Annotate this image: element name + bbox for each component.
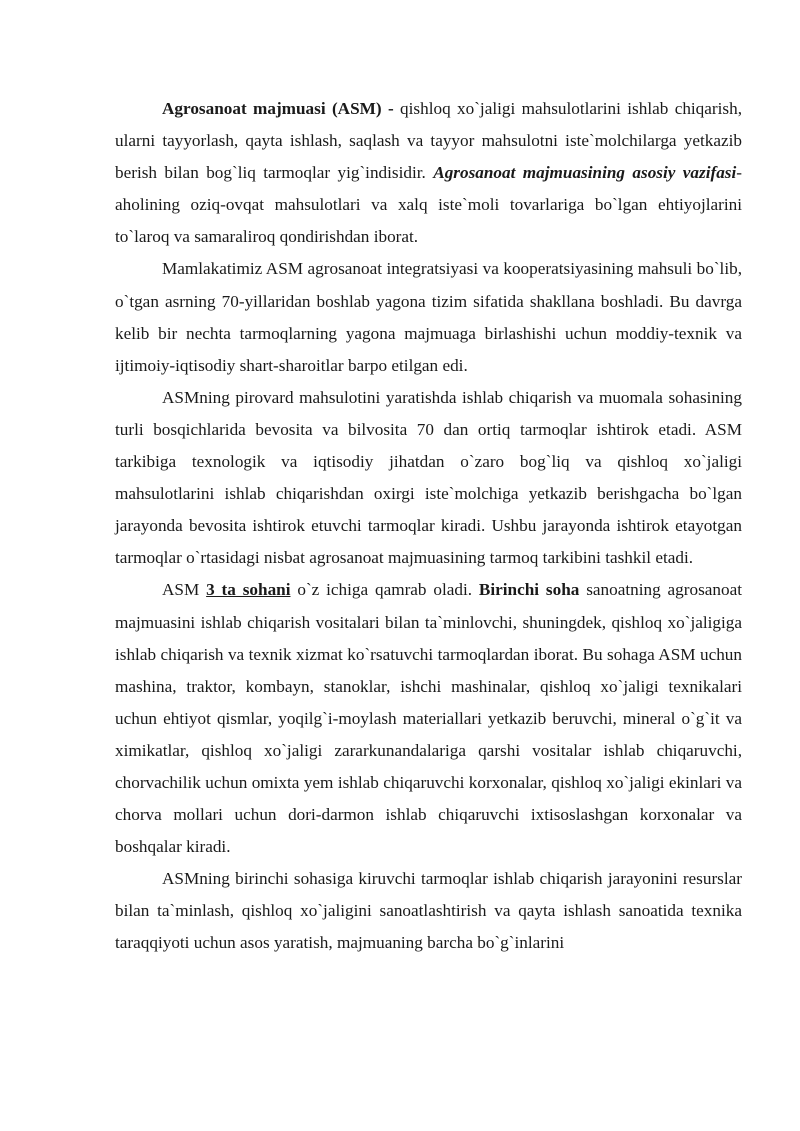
term-first-sphere: Birinchi soha: [478, 580, 580, 600]
main-task-text: -aholining oziq-ovqat mahsulotlari va xalq iste`moli tovarlariga bo`lgan ehtiyojlarini to`laroq va samaraliroq qondirishdan iborat.: [115, 163, 742, 247]
paragraph-history: Mamlakatimiz ASM agrosanoat integratsiyasi va kooperatsiyasining mahsuli bo`lib, o`tgan asrning 70-yillaridan boshlab yagona tizim sifatida shakllana boshladi. Bu davrga kelib bir nechta tarmoqlarning yagona majmuaga birlashishi uchun moddiy-texnik va ijtimoiy-iqtisodiy shart-sharoitlar barpo etilgan edi.: [115, 259, 742, 375]
term-asm: Agrosanoat majmuasi (ASM) -: [162, 99, 394, 118]
first-sphere-lead: ASM: [162, 580, 207, 600]
paragraph-structure: ASMning pirovard mahsulotini yaratishda ishlab chiqarish va muomala sohasining turli bosqichlarida bevosita va bilvosita 70 dan ortiq tarmoqlar ishtirok etadi. ASM tarkibiga texnologik va iqtisodiy jihatdan o`zaro bog`liq va qishloq xo`jaligi mahsulotlarini ishlab chiqarishdan oxirgi iste`molchiga yetkazib berishgacha bo`lgan jarayonda bevosita ishtirok etuvchi tarmoqlar kiradi. Ushbu jarayonda ishtirok etayotgan tarmoqlar o`rtasidagi nisbat agrosanoat majmuasining tarmoq tarkibini tashkil etadi.: [115, 387, 742, 568]
first-sphere-text: sanoatning agrosanoat majmuasini ishlab chiqarish vositalari bilan ta`minlovchi, shuningdek, qishloq xo`jaligiga ishlab chiqarish va texnik xizmat ko`rsatuvchi tarmoqlardan iborat. Bu sohaga ASM uchun mashina, traktor, kombayn, stanoklar, ishchi mashinalar, qishloq xo`jaligi texnikalari uchun ehtiyot qismlar, yoqilg`i-moylash materiallari yetkazib beruvchi, mineral o`g`it va ximikatlar, qishloq xo`jaligi zararkunandalariga qarshi vositalar ishlab chiqaruvchi, chorvachilik uchun omixta yem ishlab chiqaruvchi korxonalar, qishloq xo`jaligi ekinlari va chorva mollari uchun dori-darmon ishlab chiqaruvchi ixtisoslashgan korxonalar va boshqalar kiradi.: [115, 580, 742, 857]
document-page: [115, 93, 742, 960]
paragraph-first-sphere-role: ASMning birinchi sohasiga kiruvchi tarmoqlar ishlab chiqarish jarayonini resurslar bilan ta`minlash, qishloq xo`jaligini sanoatlashtirish va qayta ishlash sanoatida texnika taraqqiyoti uchun asos yaratish, majmuaning barcha bo`g`inlarini: [115, 869, 742, 953]
term-main-task: Agrosanoat majmuasining asosiy vazifasi: [433, 163, 737, 183]
paragraph-definition: [115, 93, 742, 253]
definition-text: qishloq xo`jaligi mahsulotlarini ishlab chiqarish, ularni tayyorlash, qayta ishlash, saqlash va tayyor mahsulotni iste`molchilarga yetkazib berish bilan bog`liq tarmoqlar yig`indisidir.: [115, 99, 742, 183]
three-spheres-emphasis: 3 ta sohani: [206, 580, 291, 600]
paragraph-first-sphere: [115, 574, 742, 863]
first-sphere-middle: o`z ichiga qamrab oladi.: [290, 580, 479, 600]
